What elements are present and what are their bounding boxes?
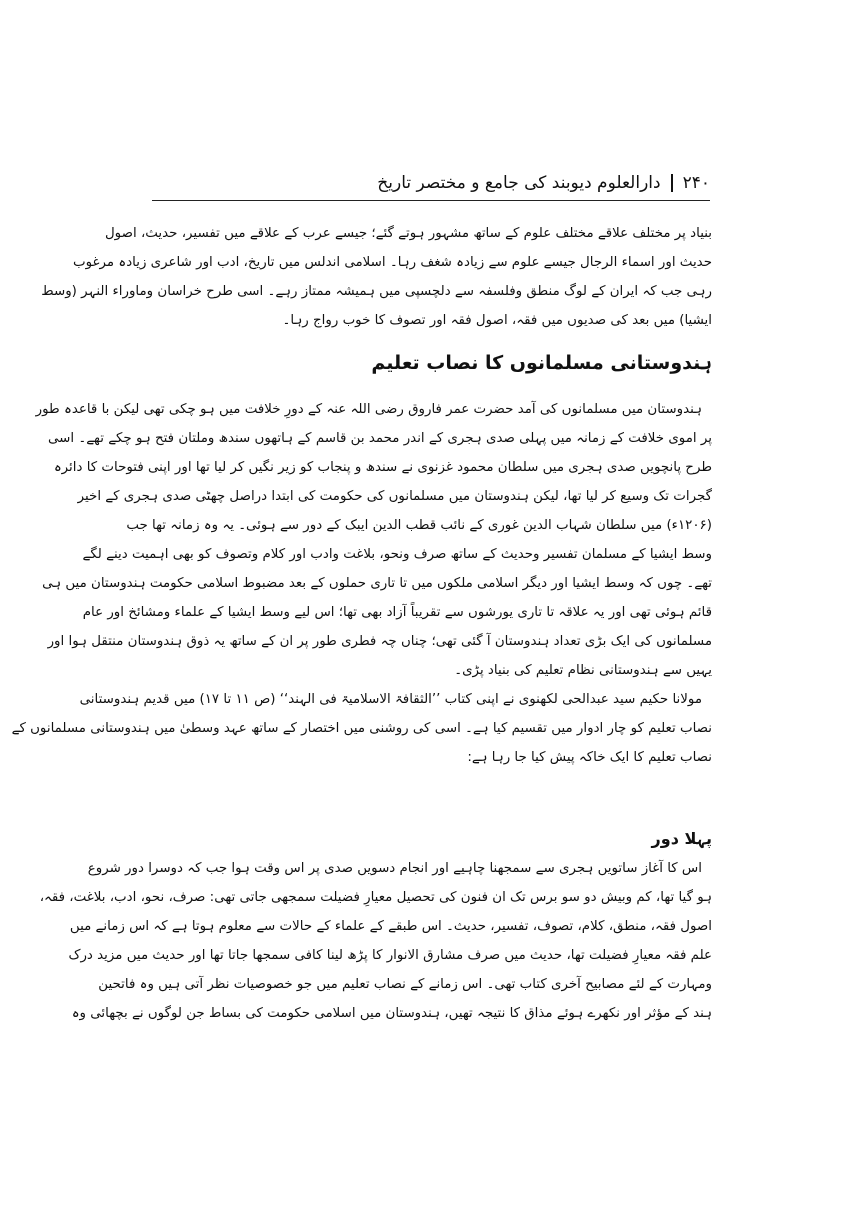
- text-line: نصاب تعلیم کو چار ادوار میں تقسیم کیا ہے۔ اسی کی روشنی میں اختصار کے ساتھ عہد وسطیٰ میں ہندوستانی مسلمانوں کے: [11, 721, 712, 736]
- page-number: ۲۴۰: [682, 173, 710, 193]
- text-line: اس کا آغاز ساتویں ہجری سے سمجھنا چاہیے اور انجام دسویں صدی پر اس وقت ہوا جب کہ دوسرا دور شروع: [87, 861, 702, 876]
- text-line: وسط ایشیا کے مسلمان تفسیر وحدیث کے ساتھ صرف ونحو، بلاغت وادب اور کلام وتصوف کو بھی اہمیت دینے لگے: [82, 547, 712, 562]
- text-line: ومہارت کے لئے مصابیح آخری کتاب تھی۔ اس زمانے کے نصاب تعلیم میں جو خصوصیات نظر آتی ہیں وہ فاتحین: [98, 977, 712, 992]
- text-line: حدیث اور اسماء الرجال جیسے علوم سے زیادہ شغف رہا۔ اسلامی اندلس میں تاریخ، ادب اور شاعری زیادہ مرغوب: [73, 255, 712, 270]
- book-title: دارالعلوم دیوبند کی جامع و مختصر تاریخ: [377, 173, 661, 193]
- text-line: مسلمانوں کی ایک بڑی تعداد ہندوستان آ گئی تھی؛ چناں چہ فطری طور پر ان کے ساتھ یہ ذوق ہندوستان منتقل ہوا اور: [47, 634, 712, 649]
- header-rule: [152, 200, 710, 201]
- section-paragraph-2: [11, 685, 712, 772]
- text-line: تھے۔ چوں کہ وسط ایشیا اور دیگر اسلامی ملکوں میں تا تاری حملوں کے بعد مضبوط اسلامی حکومت ہندوستان میں ہی: [42, 576, 712, 591]
- text-line: بنیاد پر مختلف علاقے مختلف علوم کے ساتھ مشہور ہوتے گئے؛ جیسے عرب کے علاقے میں تفسیر، حدیث، اصول: [104, 226, 712, 241]
- text-line: ہند کے مؤثر اور نکھرے ہوئے مذاق کا نتیجہ تھیں، ہندوستان میں اسلامی حکومت کی بساط جن لوگوں نے بچھائی وہ: [71, 1006, 712, 1021]
- text-line: طرح پانچویں صدی ہجری میں سلطان محمود غزنوی نے سندھ و پنجاب کو زیر نگیں کر لیا تھا اور اپنی فتوحات کا دائرہ: [53, 460, 712, 475]
- intro-paragraph: [41, 219, 712, 335]
- text-line: علم فقہ معیارِ فضیلت تھا، حدیث میں صرف مشارق الانوار کا پڑھ لینا کافی سمجھا جاتا تھا اور حدیث میں مزید درک: [68, 948, 712, 963]
- running-header: [150, 166, 710, 200]
- text-line: (۱۲۰۶ء) میں سلطان شہاب الدین غوری کے نائب قطب الدین ایبک کے دور سے ہوئی۔ یہ وہ زمانہ تھا جب: [126, 518, 712, 533]
- text-line: ہو گیا تھا، کم وبیش دو سو برس تک ان فنون کی تحصیل معیارِ فضیلت سمجھی جاتی تھی: صرف، نحو، ادب، بلاغت، فقہ،: [39, 890, 712, 905]
- section-paragraph-1: [35, 395, 712, 685]
- text-line: رہی جب کہ ایران کے لوگ منطق وفلسفہ سے دلچسپی میں ہمیشہ ممتاز رہے۔ اسی طرح خراسان وماوراء النہر (وسط: [41, 284, 712, 299]
- text-line: گجرات تک وسیع کر لیا تھا، لیکن ہندوستان میں مسلمانوں کی حکومت کی ابتدا دراصل چھٹی صدی ہجری کے اخیر: [77, 489, 712, 504]
- text-line: ہندوستان میں مسلمانوں کی آمد حضرت عمر فاروق رضی اللہ عنہ کے دورِ خلافت میں ہو چکی تھی لیکن با قاعدہ طور: [35, 402, 702, 417]
- section-heading: ہندوستانی مسلمانوں کا نصاب تعلیم: [371, 352, 712, 374]
- text-line: ایشیا) میں بعد کی صدیوں میں فقہ، اصول فقہ اور تصوف کا خوب رواج رہا۔: [282, 313, 712, 328]
- text-line: قائم ہوئی تھی اور یہ علاقہ تا تاری یورشوں سے تقریباً آزاد بھی تھا؛ اس لیے وسط ایشیا کے علماء ومشائخ اور عام: [82, 605, 712, 620]
- text-line: مولانا حکیم سید عبدالحی لکھنوی نے اپنی کتاب ’’الثقافۃ الاسلامیۃ فی الہند‘‘ (ص ۱۱ تا ۱۷) میں قدیم ہندوستانی: [79, 692, 702, 707]
- text-line: یہیں سے ہندوستانی نظام تعلیم کی بنیاد پڑی۔: [454, 663, 712, 678]
- first-period-paragraph: [39, 854, 712, 1028]
- header-separator: [671, 174, 673, 192]
- text-line: پر اموی خلافت کے زمانہ میں پہلی صدی ہجری کے اندر محمد بن قاسم کے ہاتھوں سندھ وملتان فتح ہو چکے تھے۔ اسی: [47, 431, 712, 446]
- subheading-first-period: پہلا دور: [651, 829, 712, 848]
- text-line: اصول فقہ، منطق، کلام، تصوف، تفسیر، حدیث۔ اس طبقے کے علماء کے حالات سے معلوم ہوتا ہے کہ اس زمانے میں: [69, 919, 712, 934]
- text-line: نصاب تعلیم کا ایک خاکہ پیش کیا جا رہا ہے:: [467, 750, 712, 765]
